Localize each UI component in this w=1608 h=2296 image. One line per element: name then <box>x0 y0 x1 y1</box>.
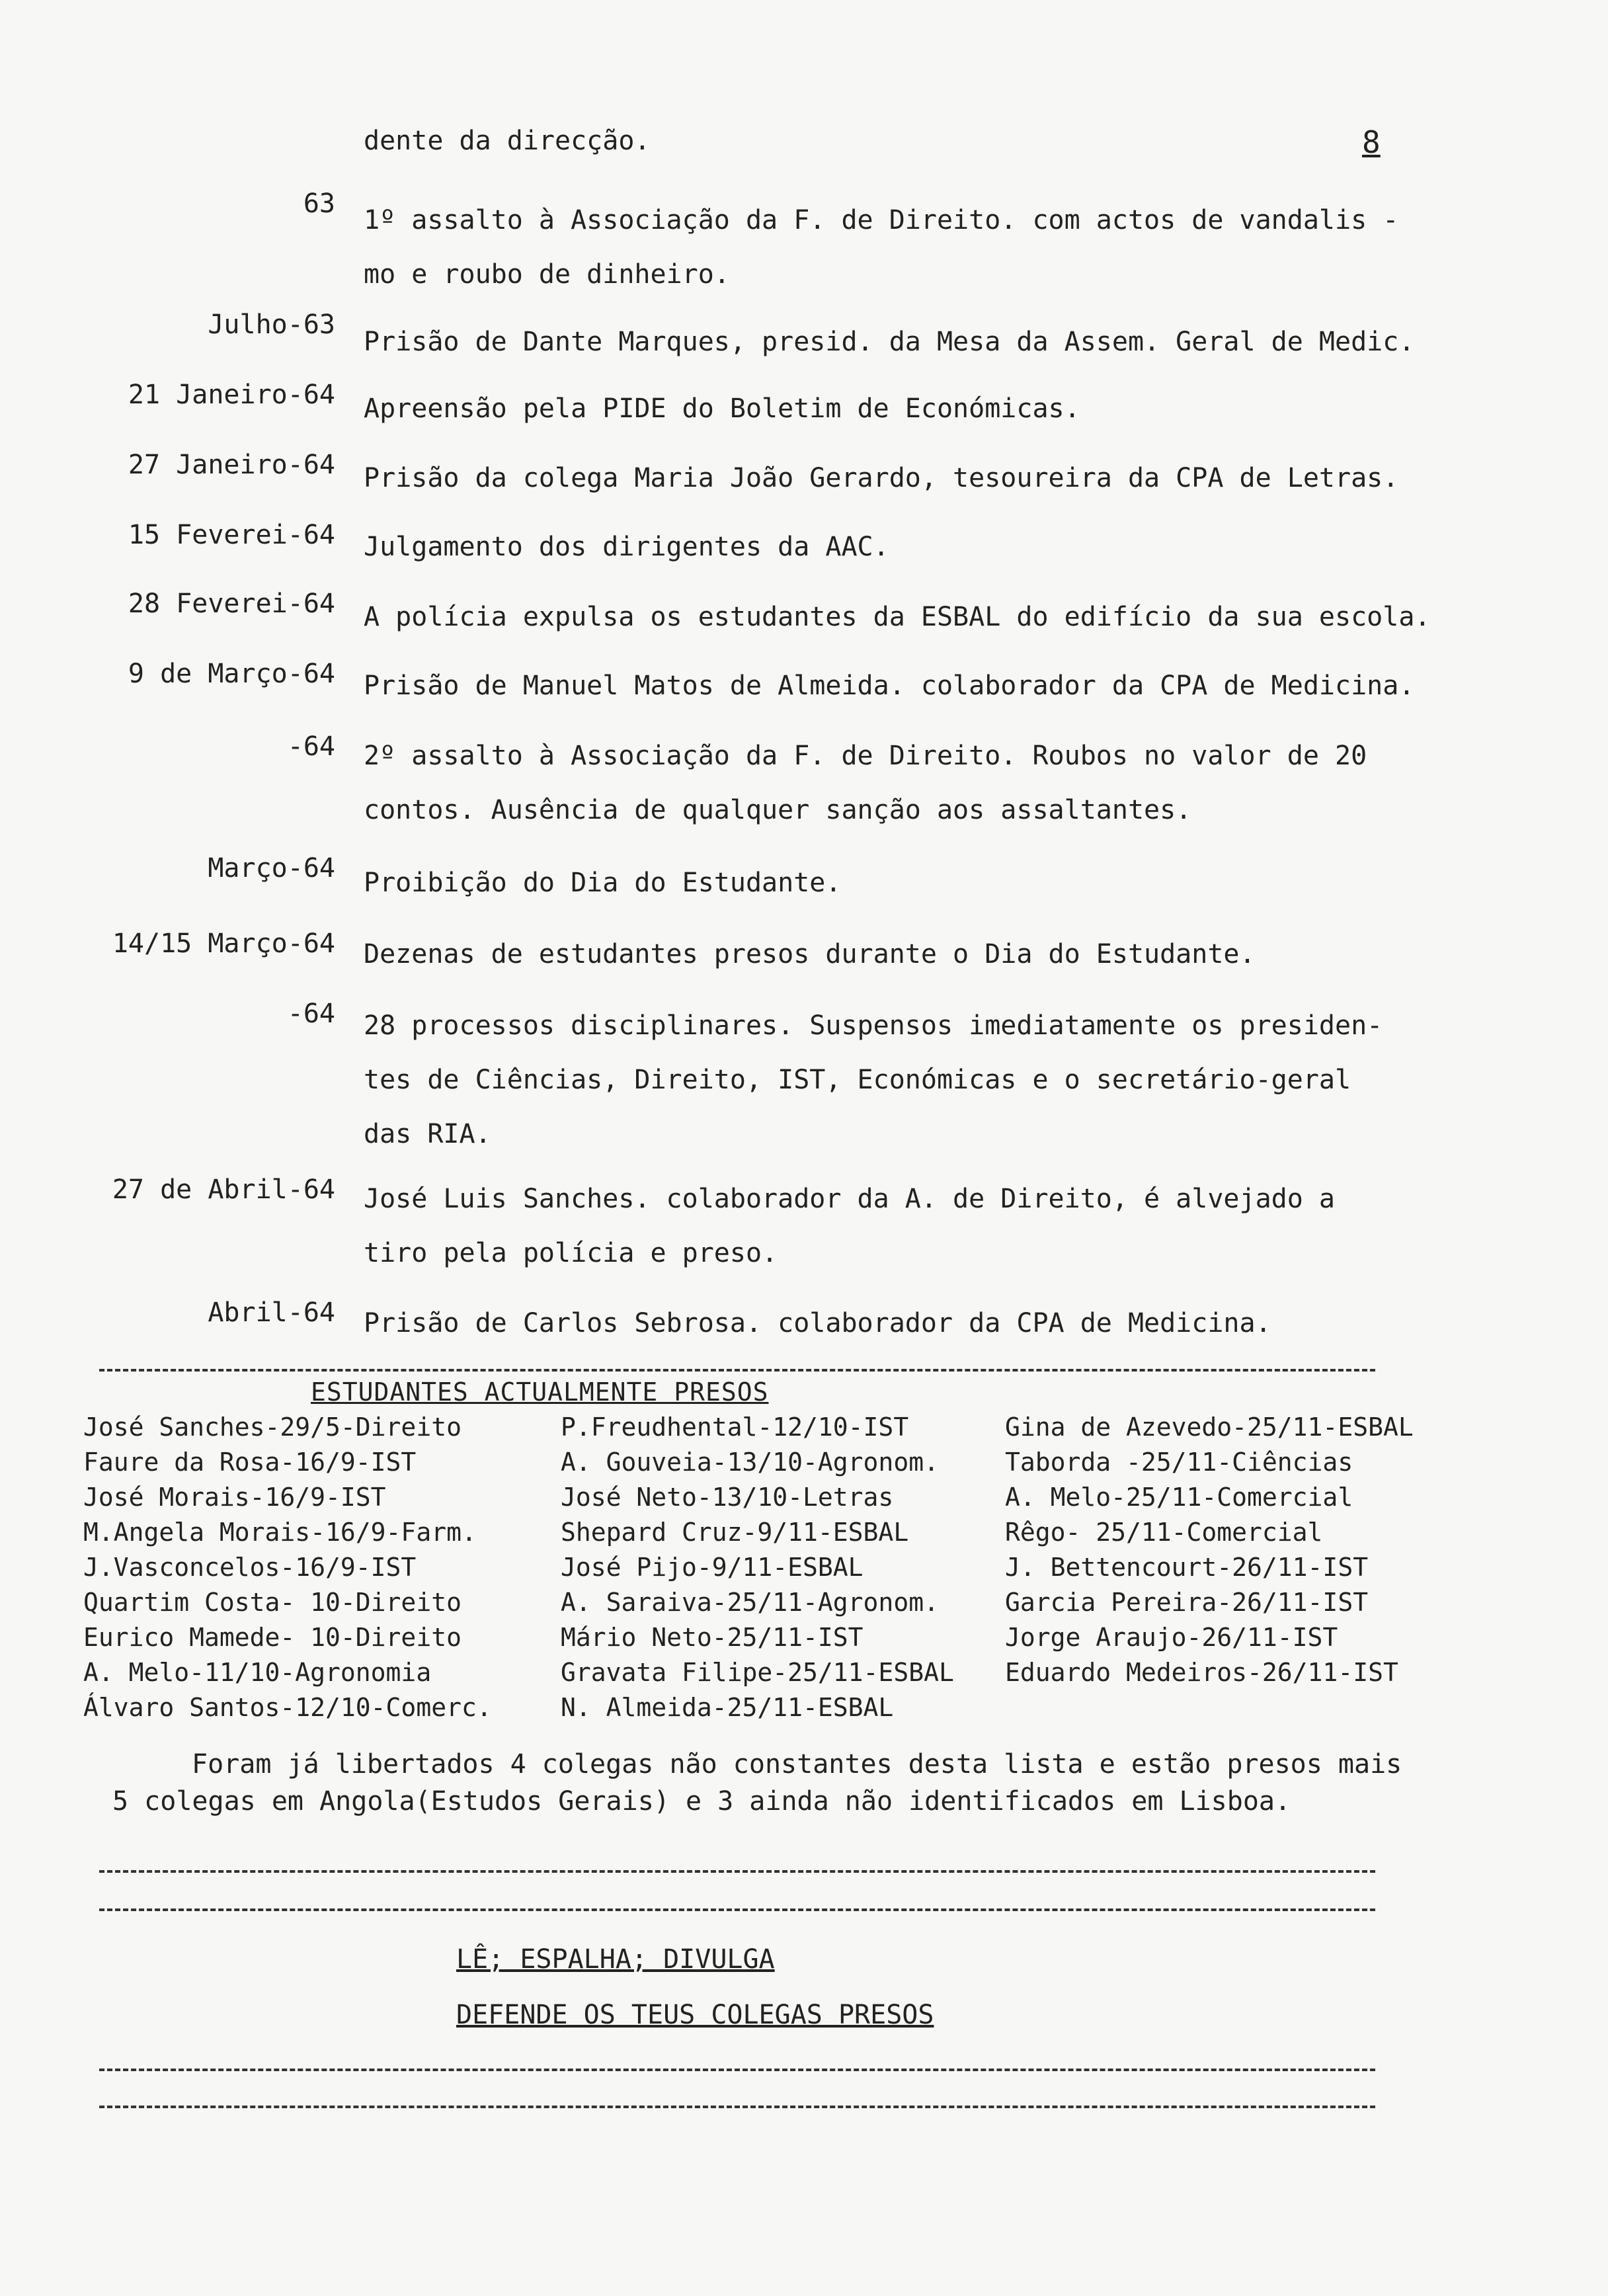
prisoner-entry: Taborda -25/11-Ciências <box>1005 1448 1353 1477</box>
prisoner-entry: Quartim Costa- 10-Direito <box>83 1588 462 1617</box>
entry-date: 15 Feverei-64 <box>128 520 335 550</box>
entry-text: Proibição do Dia do Estudante. <box>364 868 842 898</box>
prisoner-entry: J. Bettencourt-26/11-IST <box>1005 1553 1369 1582</box>
entry-text: A polícia expulsa os estudantes da ESBAL do edifício da sua escola. <box>364 602 1431 632</box>
entry-text: dente da direcção. <box>364 126 651 156</box>
dashed-divider <box>99 2069 1375 2071</box>
entry-date: -64 <box>287 999 335 1029</box>
prisoner-entry: J.Vasconcelos-16/9-IST <box>83 1553 417 1582</box>
dashed-divider <box>99 1369 1375 1372</box>
prisoners-column <box>83 1410 492 1725</box>
prisoner-entry: José Neto-13/10-Letras <box>561 1483 894 1512</box>
entry-text: 1º assalto à Associação da F. de Direito. com actos de vandalis - mo e roubo de dinheiro. <box>364 205 1399 290</box>
prisoner-entry: A. Melo-25/11-Comercial <box>1005 1483 1353 1512</box>
prisoner-entry: Shepard Cruz-9/11-ESBAL <box>561 1518 909 1547</box>
prisoner-entry: Garcia Pereira-26/11-IST <box>1005 1588 1369 1617</box>
entry-text: Prisão de Manuel Matos de Almeida. colaborador da CPA de Medicina. <box>364 671 1415 701</box>
entry-date: 27 Janeiro-64 <box>128 450 335 480</box>
entry-text: José Luis Sanches. colaborador da A. de Direito, é alvejado a tiro pela polícia e preso. <box>364 1184 1336 1268</box>
entry-date: 27 de Abril-64 <box>112 1174 335 1205</box>
entry-text: 28 processos disciplinares. Suspensos imediatamente os presiden- tes de Ciências, Direito, IST, Económicas e o secretário-geral das RIA. <box>364 1010 1383 1149</box>
entry-text: Apreensão pela PIDE do Boletim de Económicas. <box>364 393 1080 424</box>
prisoners-list-title: ESTUDANTES ACTUALMENTE PRESOS <box>311 1377 769 1407</box>
entry-text: Prisão da colega Maria João Gerardo, tesoureira da CPA de Letras. <box>364 463 1399 493</box>
slogan-line: LÊ; ESPALHA; DIVULGA <box>456 1944 775 1975</box>
entry-date: 63 <box>303 188 335 219</box>
prisoner-entry: Rêgo- 25/11-Comercial <box>1005 1518 1323 1547</box>
prisoner-entry: A. Gouveia-13/10-Agronom. <box>561 1448 939 1477</box>
slogan-line: DEFENDE OS TEUS COLEGAS PRESOS <box>456 2000 934 2030</box>
prisoner-entry: Álvaro Santos-12/10-Comerc. <box>83 1693 492 1722</box>
prisoner-entry: Mário Neto-25/11-IST <box>561 1623 864 1652</box>
prisoner-entry: Eurico Mamede- 10-Direito <box>83 1623 462 1652</box>
release-note <box>112 1746 1461 1820</box>
prisoners-column <box>1005 1410 1414 1690</box>
prisoner-entry: José Morais-16/9-IST <box>83 1483 386 1512</box>
prisoner-entry: Jorge Araujo-26/11-IST <box>1005 1623 1338 1652</box>
entry-date: Julho-63 <box>208 309 335 340</box>
prisoner-entry: A. Melo-11/10-Agronomia <box>83 1658 432 1687</box>
dashed-divider <box>99 2106 1375 2108</box>
prisoner-entry: Eduardo Medeiros-26/11-IST <box>1005 1658 1398 1687</box>
note-line: Foram já libertados 4 colegas não constantes desta lista e estão presos mais <box>192 1749 1402 1780</box>
prisoner-entry: Faure da Rosa-16/9-IST <box>83 1448 417 1477</box>
entry-text: Prisão de Carlos Sebrosa. colaborador da CPA de Medicina. <box>364 1308 1271 1338</box>
dashed-divider <box>99 1870 1375 1873</box>
entry-text: 2º assalto à Associação da F. de Direito. Roubos no valor de 20 contos. Ausência de qualquer sanção aos assaltantes. <box>364 741 1367 825</box>
prisoner-entry: José Sanches-29/5-Direito <box>83 1413 462 1442</box>
entry-date: 14/15 Março-64 <box>112 928 335 959</box>
entry-date: 28 Feverei-64 <box>128 589 335 619</box>
prisoners-column <box>561 1410 954 1725</box>
prisoner-entry: Gravata Filipe-25/11-ESBAL <box>561 1658 954 1687</box>
entry-text: Prisão de Dante Marques, presid. da Mesa da Assem. Geral de Medic. <box>364 327 1415 357</box>
entry-text: Julgamento dos dirigentes da AAC. <box>364 532 889 562</box>
prisoner-entry: A. Saraiva-25/11-Agronom. <box>561 1588 939 1617</box>
prisoner-entry: Gina de Azevedo-25/11-ESBAL <box>1005 1413 1414 1442</box>
entry-date: 21 Janeiro-64 <box>128 380 335 410</box>
page-number: 8 <box>1362 124 1381 160</box>
entry-date: Abril-64 <box>208 1297 335 1328</box>
entry-date: Março-64 <box>208 853 335 883</box>
entry-date: -64 <box>287 731 335 762</box>
entry-date: 9 de Março-64 <box>128 659 335 689</box>
dashed-divider <box>99 1908 1375 1911</box>
prisoner-entry: N. Almeida-25/11-ESBAL <box>561 1693 894 1722</box>
note-line: 5 colegas em Angola(Estudos Gerais) e 3 ainda não identificados em Lisboa. <box>112 1786 1291 1817</box>
prisoner-entry: P.Freudhental-12/10-IST <box>561 1413 909 1442</box>
entry-text: Dezenas de estudantes presos durante o Dia do Estudante. <box>364 939 1256 969</box>
prisoner-entry: M.Angela Morais-16/9-Farm. <box>83 1518 477 1547</box>
prisoner-entry: José Pijo-9/11-ESBAL <box>561 1553 864 1582</box>
